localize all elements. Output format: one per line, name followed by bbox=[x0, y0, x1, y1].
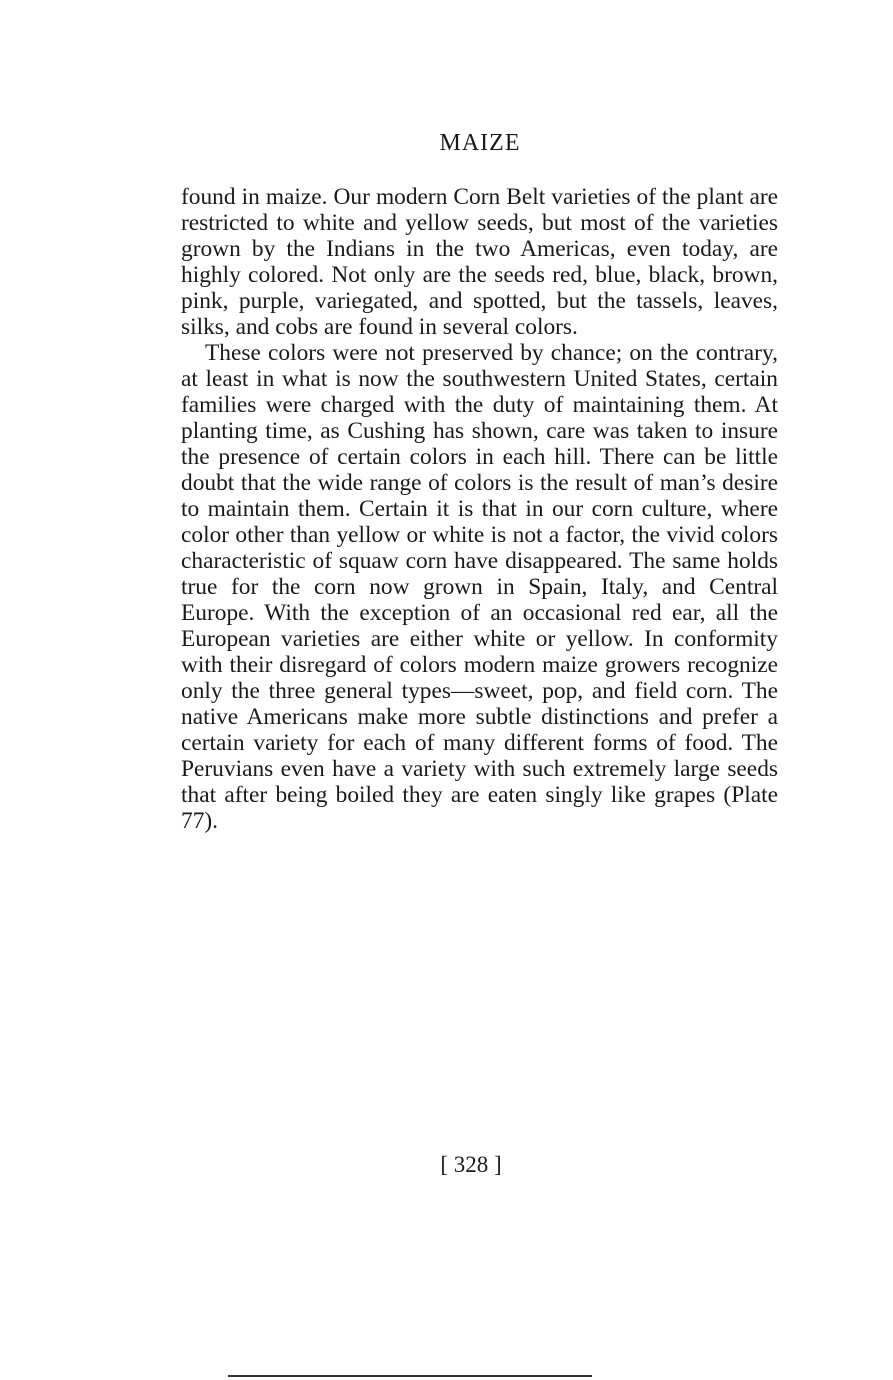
paragraph-2: These colors were not preserved by chance; on the contrary, at least in what is now the southwestern United States, certain families were charged with the duty of maintaining them. At planting time, as Cushing has shown, care was taken to insure the presence of certain colors in each hill. There can be little doubt that the wide range of colors is the result of man’s desire to maintain them. Certain it is that in our corn culture, where color other than yellow or white is not a factor, the vivid colors characteristic of squaw corn have disappeared. The same holds true for the corn now grown in Spain, Italy, and Central Europe. With the exception of an occasional red ear, all the European varieties are either white or yellow. In conformity with their disregard of colors modern maize growers recognize only the three general types—sweet, pop, and field corn. The native Americans make more subtle distinctions and prefer a certain variety for each of many different forms of food. The Peruvians even have a variety with such extremely large seeds that after being boiled they are eaten singly like grapes (Plate 77). bbox=[181, 340, 778, 834]
bottom-rule bbox=[228, 1375, 592, 1377]
running-head: MAIZE bbox=[439, 130, 521, 156]
body-text bbox=[181, 184, 778, 834]
page-number: [ 328 ] bbox=[440, 1152, 502, 1177]
paragraph-1: found in maize. Our modern Corn Belt varieties of the plant are restricted to white and yellow seeds, but most of the varieties grown by the Indians in the two Americas, even today, are highly colored. Not only are the seeds red, blue, black, brown, pink, purple, variegated, and spotted, but the tassels, leaves, silks, and cobs are found in several colors. bbox=[181, 184, 778, 340]
